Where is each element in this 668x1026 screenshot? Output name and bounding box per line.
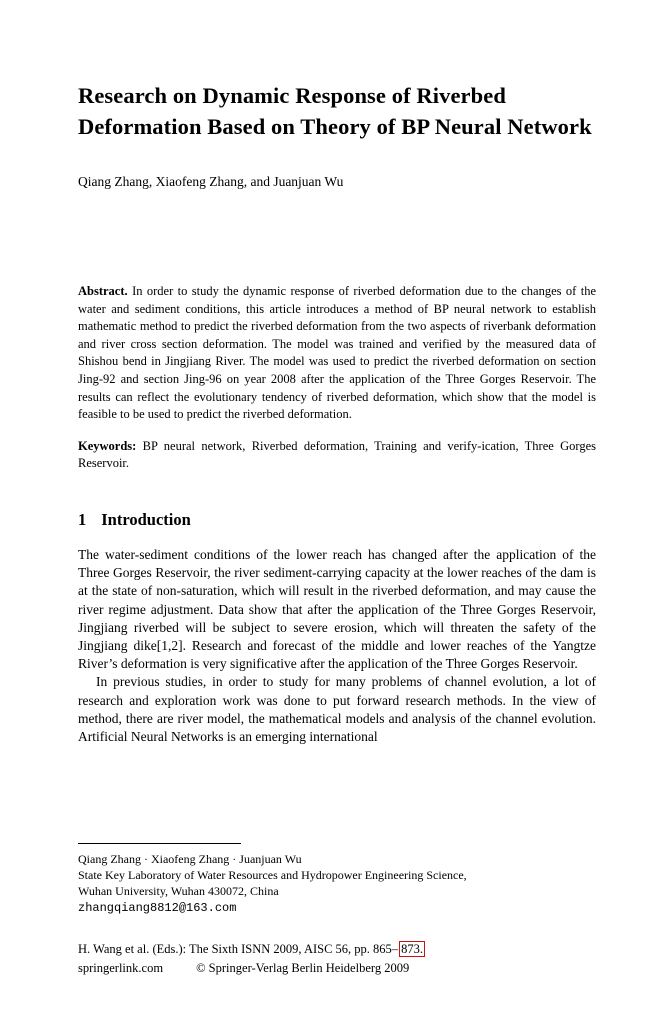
footnote-authors: Qiang Zhang · Xiaofeng Zhang · Juanjuan Wu [78, 852, 302, 866]
abstract-text: In order to study the dynamic response of riverbed deformation due to the changes of the water and sediment conditions, this article introduces a method of BP neural network to establish mathematic method to predict the riverbed deformation from the two aspects of riverbank deformation and river cross section deformation. The model was trained and verified by the measured data of Shishou bend in Jingjiang River. The model was used to predict the riverbed deformation on section Jing-92 and section Jing-96 on year 2008 after the application of the Three Gorges Reservoir. The results can reflect the evolutionary tendency of riverbed deformation, which show that the model is feasible to be used to predict the riverbed deformation. [78, 284, 597, 422]
footer-publisher-line [78, 959, 596, 977]
section-title: Introduction [101, 509, 191, 529]
page-footer [78, 940, 596, 977]
footnote-email: zhangqiang8812@163.com [78, 901, 237, 915]
footnote-rule [78, 843, 241, 844]
keywords [78, 438, 596, 473]
abstract [78, 283, 596, 424]
paper-authors: Qiang Zhang, Xiaofeng Zhang, and Juanjuan Wu [78, 174, 344, 189]
footnote [78, 843, 596, 916]
section-heading-introduction [78, 510, 596, 530]
abstract-label: Abstract. [78, 284, 128, 298]
section-number: 1 [78, 509, 87, 529]
keywords-text: BP neural network, Riverbed deformation, Training and verify-ication, Three Gorges Reservoir. [78, 438, 596, 471]
footnote-affiliation-line2: Wuhan University, Wuhan 430072, China [78, 884, 279, 898]
paper-title: Research on Dynamic Response of Riverbed Deformation Based on Theory of BP Neural Network [78, 83, 592, 139]
footer-site: springerlink.com [78, 961, 164, 975]
footnote-affiliation-line1: State Key Laboratory of Water Resources and Hydropower Engineering Science, [78, 868, 467, 882]
keywords-label: Keywords: [78, 438, 137, 453]
page-range-link[interactable]: 873. [401, 942, 423, 956]
footer-citation [78, 940, 596, 958]
footer-citation-text: H. Wang et al. (Eds.): The Sixth ISNN 2009, AISC 56, pp. 865– [78, 942, 399, 956]
body-paragraph-2: In previous studies, in order to study for many problems of channel evolution, a lot of research and exploration work was done to put forward research methods. In the view of method, there are river model, the mathematical models and analysis of the channel evolution. Artificial Neural Networks is an emerging international [78, 674, 596, 744]
paper-content [78, 0, 596, 746]
footer-copyright: © Springer-Verlag Berlin Heidelberg 2009 [196, 961, 410, 975]
body-paragraph-1: The water-sediment conditions of the lower reach has changed after the application of the Three Gorges Reservoir, the river sediment-carrying capacity at the lower reaches of the dam is at the state of non-saturation, which will result in the riverbed deformation, and may cause the river regime adjustment. Data show that after the application of the Three Gorges Reservoir, Jingjiang riverbed will be subject to severe erosion, which will threaten the safety of the Jingjiang dike[1,2]. Research and forecast of the middle and lower reaches of the Yangtze River’s deformation is very significative after the application of the Three Gorges Reservoir. [78, 546, 596, 672]
